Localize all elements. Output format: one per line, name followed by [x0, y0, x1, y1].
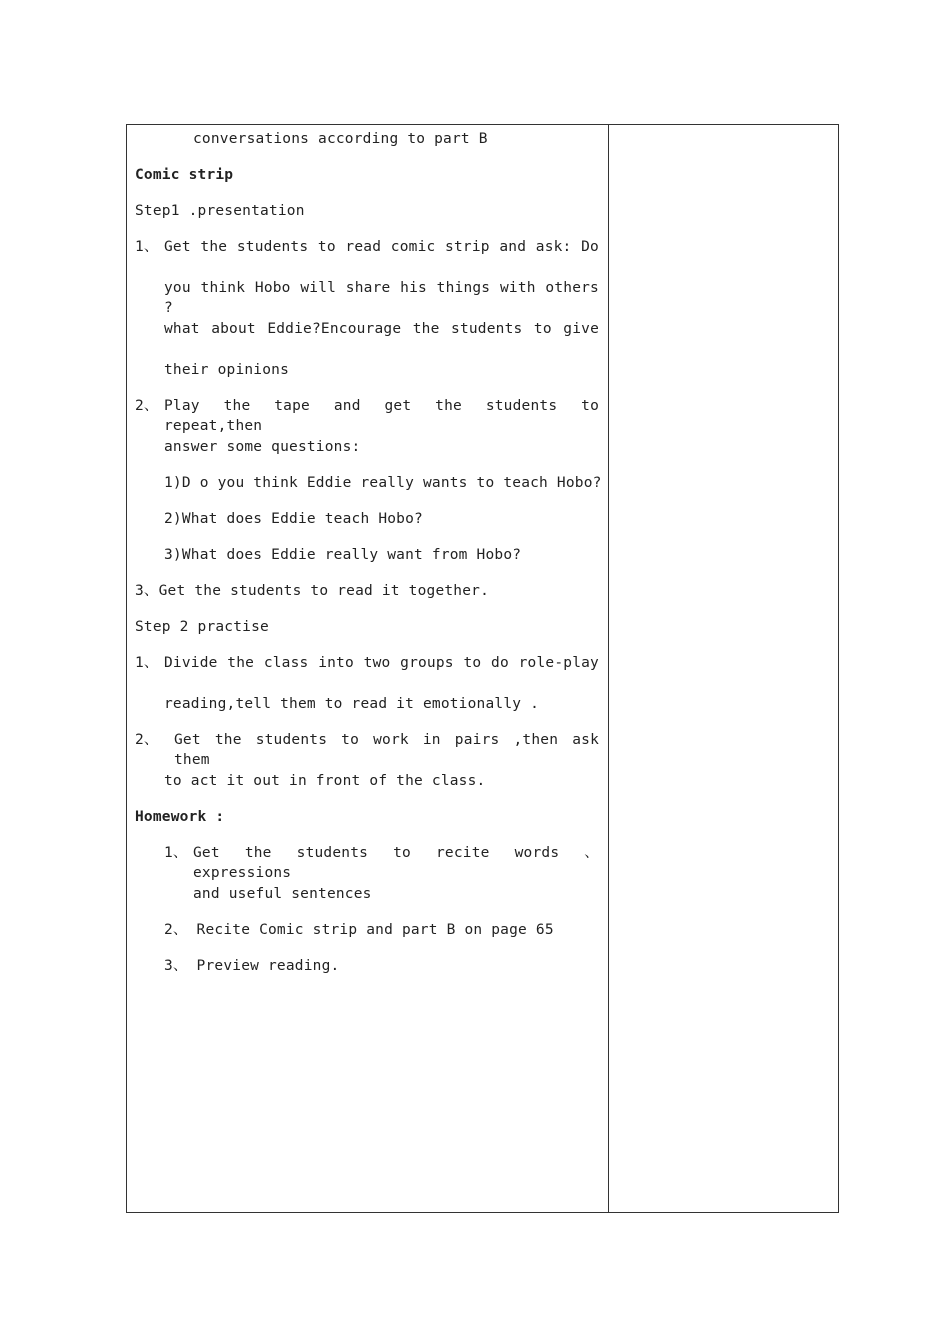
notes-cell — [609, 125, 838, 1212]
homework-heading: Homework : — [135, 809, 225, 825]
step1-item2-line: Play the tape and get the students to repeat,then — [164, 398, 599, 434]
step1-item2-line: answer some questions: — [164, 439, 361, 455]
homework-item1-line: and useful sentences — [193, 886, 372, 902]
question-item: 1)D o you think Eddie really wants to teach Hobo? — [164, 475, 602, 491]
step1-item1-line: Get the students to read comic strip and ask: Do — [164, 239, 599, 255]
homework-item2: 2、 Recite Comic strip and part B on page 65 — [164, 922, 554, 938]
step2-item2-line: Get the students to work in pairs ,then ask them — [174, 732, 599, 768]
step1-heading: Step1 .presentation — [135, 203, 305, 219]
homework-item3: 3、 Preview reading. — [164, 958, 340, 974]
step2-item1-number: 1、 — [135, 655, 159, 671]
step1-item1-number: 1、 — [135, 239, 159, 255]
step1-item2-number: 2、 — [135, 398, 159, 414]
comic-strip-heading: Comic strip — [135, 167, 234, 183]
question-item: 3)What does Eddie really want from Hobo? — [164, 547, 522, 563]
step2-item2-number: 2、 — [135, 732, 159, 748]
step2-item1-line: reading,tell them to read it emotionally . — [164, 696, 540, 712]
question-item: 2)What does Eddie teach Hobo? — [164, 511, 423, 527]
step1-item3: 3、Get the students to read it together. — [135, 583, 490, 599]
homework-item1-line: Get the students to recite words 、 expressions — [193, 845, 599, 881]
step1-item1-line: their opinions — [164, 362, 290, 378]
intro-line: conversations according to part B — [193, 131, 488, 147]
step2-item1-line: Divide the class into two groups to do role-play — [164, 655, 599, 671]
step2-item2-line: to act it out in front of the class. — [164, 773, 486, 789]
step1-item1-line: what about Eddie?Encourage the students to give — [164, 321, 599, 337]
step1-item1-line: you think Hobo will share his things with others ? — [164, 280, 599, 316]
lesson-table — [126, 124, 839, 1213]
homework-item1-number: 1、 — [164, 845, 188, 861]
step2-heading: Step 2 practise — [135, 619, 269, 635]
